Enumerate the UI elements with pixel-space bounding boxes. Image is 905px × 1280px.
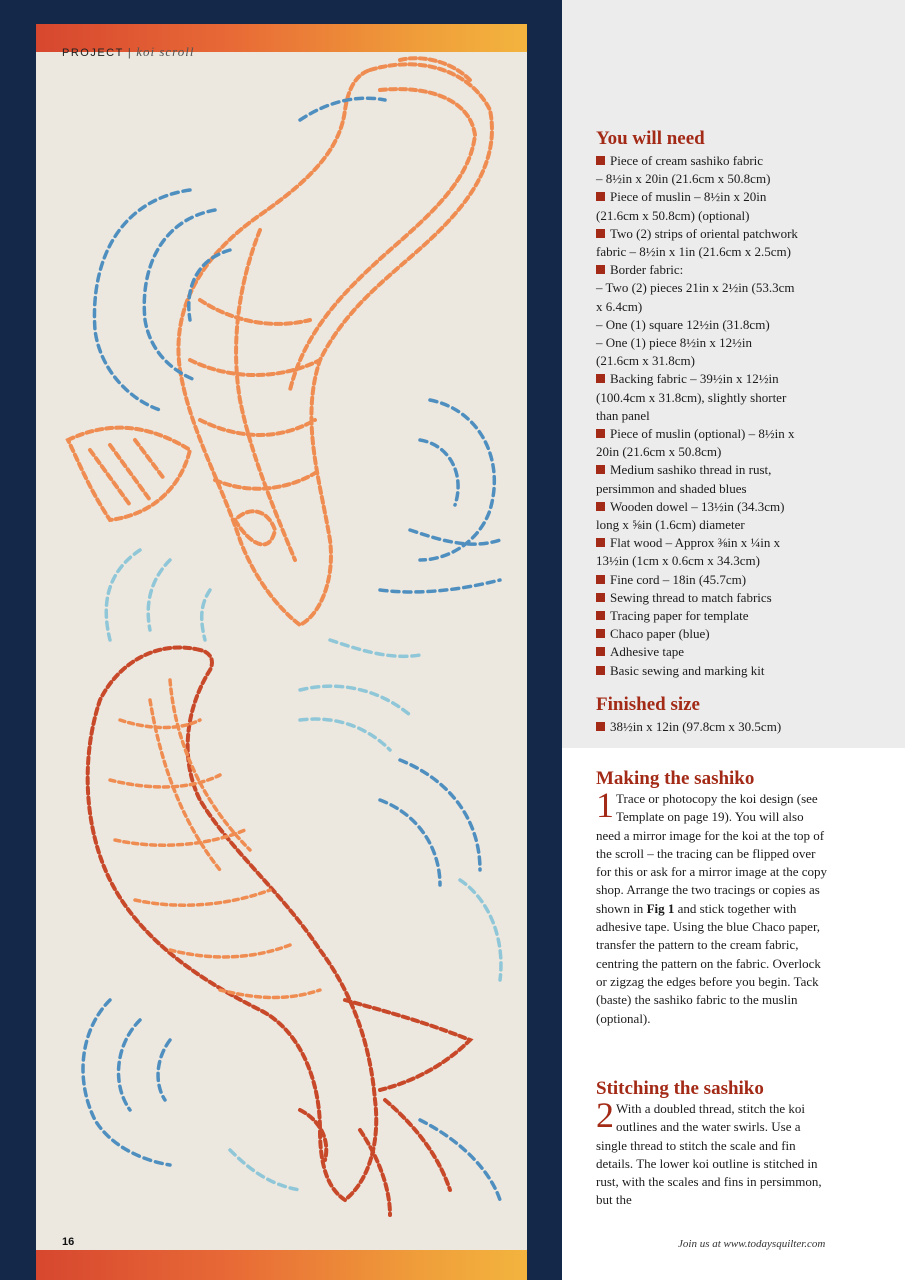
list-item bbox=[596, 279, 896, 315]
list-item bbox=[596, 152, 896, 188]
bullet-square-icon bbox=[596, 538, 605, 547]
project-title: koi scroll bbox=[136, 44, 195, 59]
bullet-square-icon bbox=[596, 502, 605, 511]
finished-size-list bbox=[596, 718, 896, 736]
bullet-square-icon bbox=[596, 192, 605, 201]
list-item bbox=[596, 425, 896, 461]
list-item bbox=[596, 625, 896, 643]
finished-size-section bbox=[596, 694, 896, 736]
bullet-square-icon bbox=[596, 575, 605, 584]
list-item bbox=[596, 316, 896, 334]
materials-list bbox=[596, 152, 896, 680]
upper-water-swirls bbox=[94, 98, 500, 592]
list-item-text: Medium sashiko thread in rust, persimmon and shaded blues bbox=[596, 462, 772, 496]
list-item bbox=[596, 662, 896, 680]
list-item-text: Adhesive tape bbox=[610, 644, 685, 660]
list-item bbox=[596, 334, 896, 370]
stitching-heading: Stitching the sashiko bbox=[596, 1078, 764, 1099]
bullet-square-icon bbox=[596, 722, 605, 731]
bullet-square-icon bbox=[596, 156, 605, 165]
making-text-continued: and stick together with adhesive tape. Using the blue Chaco paper, transfer the pattern to the cream fabric, centring the pattern on the fabric. Overlock or zigzag the edges before you begin. Tack (baste) the sashiko fabric to the muslin (optional). bbox=[596, 900, 821, 1026]
list-item-text: Backing fabric – 39½in x 12½in (100.4cm x 31.8cm), slightly shorter than panel bbox=[596, 371, 787, 423]
list-item-text: Border fabric: bbox=[610, 262, 684, 278]
list-item-text: – One (1) square 12½in (31.8cm) bbox=[596, 316, 770, 332]
bullet-square-icon bbox=[596, 611, 605, 620]
section-label: PROJECT bbox=[62, 47, 124, 59]
you-will-need-section bbox=[596, 128, 896, 680]
list-item bbox=[596, 498, 896, 534]
list-item bbox=[596, 188, 896, 224]
lower-water-swirls bbox=[83, 760, 500, 1200]
bullet-square-icon bbox=[596, 374, 605, 383]
list-item bbox=[596, 370, 896, 425]
list-item-text: Chaco paper (blue) bbox=[610, 626, 710, 642]
list-item-text: – One (1) piece 8½in x 12½in (21.6cm x 31.8cm) bbox=[596, 335, 752, 369]
stitching-section bbox=[596, 1078, 828, 1210]
bullet-square-icon bbox=[596, 647, 605, 656]
header-separator: | bbox=[127, 47, 133, 59]
list-item-text: Two (2) strips of oriental patchwork fabric – 8½in x 1in (21.6cm x 2.5cm) bbox=[596, 225, 798, 260]
figure-reference: Fig 1 bbox=[646, 900, 675, 916]
step-number: 2 bbox=[596, 1095, 614, 1135]
bullet-square-icon bbox=[596, 229, 605, 238]
list-item-text: – Two (2) pieces 21in x 2½in (53.3cm x 6.4cm) bbox=[596, 280, 795, 314]
list-item-text: Piece of cream sashiko fabric – 8½in x 20in (21.6cm x 50.8cm) bbox=[596, 153, 771, 187]
page-number: 16 bbox=[62, 1236, 75, 1248]
finished-size-heading: Finished size bbox=[596, 694, 700, 715]
lower-koi-scales bbox=[110, 680, 320, 998]
bullet-square-icon bbox=[596, 629, 605, 638]
you-will-need-heading: You will need bbox=[596, 128, 705, 149]
making-text: Trace or photocopy the koi design (see Template on page 19). You will also need a mirror image for the koi at the top of the scroll – the tracing can be flipped over for this or ask for a mirror image at the copy shop. Arrange the two tracings or copies as shown in bbox=[596, 791, 828, 916]
list-item bbox=[596, 225, 896, 261]
making-section bbox=[596, 768, 828, 1028]
list-item bbox=[596, 643, 896, 661]
list-item-text: Fine cord – 18in (45.7cm) bbox=[610, 571, 747, 587]
list-item bbox=[596, 261, 896, 279]
making-heading: Making the sashiko bbox=[596, 768, 755, 789]
bullet-square-icon bbox=[596, 666, 605, 675]
bullet-square-icon bbox=[596, 265, 605, 274]
list-item bbox=[596, 461, 896, 497]
bullet-square-icon bbox=[596, 429, 605, 438]
list-item-text: Piece of muslin (optional) – 8½in x 20in (21.6cm x 50.8cm) bbox=[596, 426, 795, 460]
footer-url: Join us at www.todaysquilter.com bbox=[678, 1238, 826, 1250]
step-number: 1 bbox=[596, 785, 614, 825]
making-body bbox=[596, 785, 828, 1028]
list-item bbox=[596, 589, 896, 607]
list-item-text: Tracing paper for template bbox=[610, 608, 749, 624]
bullet-square-icon bbox=[596, 593, 605, 602]
list-item bbox=[596, 607, 896, 625]
page-header bbox=[62, 44, 194, 60]
lower-light-swirls bbox=[230, 686, 501, 1190]
stitching-body bbox=[596, 1095, 828, 1210]
list-item-text: Basic sewing and marking kit bbox=[610, 662, 765, 678]
upper-koi bbox=[68, 58, 492, 625]
finished-size-text: 38½in x 12in (97.8cm x 30.5cm) bbox=[610, 719, 782, 734]
list-item-text: Sewing thread to match fabrics bbox=[610, 589, 772, 605]
list-item-text: Flat wood – Approx ⅜in x ¼in x 13½in (1cm x 0.6cm x 34.3cm) bbox=[596, 535, 781, 569]
list-item bbox=[596, 571, 896, 589]
bullet-square-icon bbox=[596, 465, 605, 474]
upper-light-swirls bbox=[106, 550, 420, 656]
lower-koi-outline bbox=[88, 647, 470, 1215]
list-item-text: Piece of muslin – 8½in x 20in (21.6cm x 50.8cm) (optional) bbox=[596, 189, 767, 223]
stitching-text: With a doubled thread, stitch the koi outlines and the water swirls. Use a single thread to stitch the scale and fin details. The lower koi outline is stitched in rust, with the scales and fins in persimmon, but the bbox=[596, 1101, 822, 1208]
list-item bbox=[596, 534, 896, 570]
list-item bbox=[596, 718, 896, 736]
list-item-text: Wooden dowel – 13½in (34.3cm) long x ⅝in (1.6cm) diameter bbox=[596, 498, 785, 533]
